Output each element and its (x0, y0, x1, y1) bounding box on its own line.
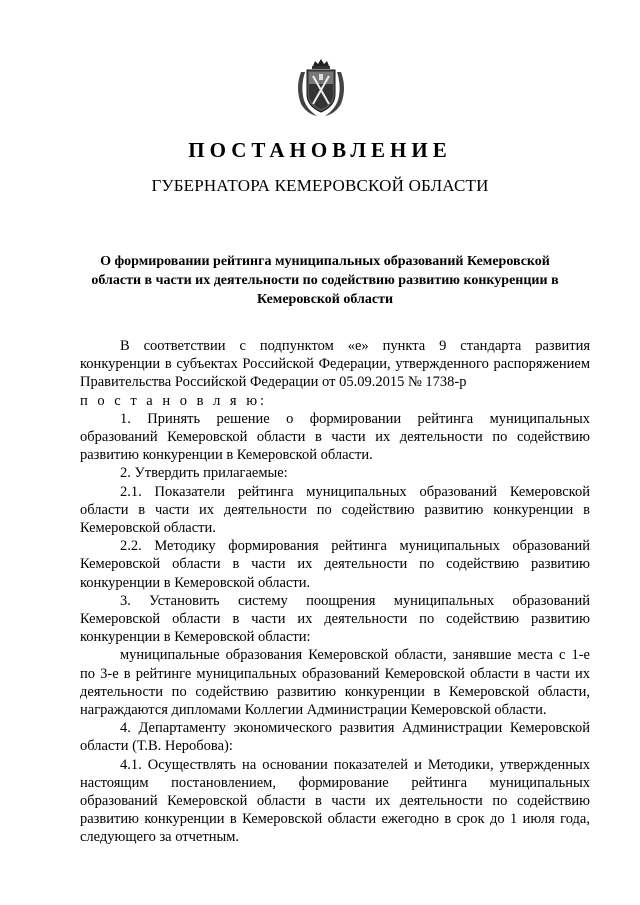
body-paragraph: муниципальные образования Кемеровской области, занявшие места с 1-е по 3-е в рейтинге муниципальных образований Кемеровской области в части их деятельности по содействию развитию конкуренции в Кемеровской области, награждаются дипломами Коллегии Администрации Кемеровской области. (80, 647, 590, 719)
body-paragraph: 2.1. Показатели рейтинга муниципальных образований Кемеровской области в части их деятельности по содействию развитию конкуренции в Кемеровской области. (80, 483, 590, 537)
body-paragraph: 2.2. Методику формирования рейтинга муниципальных образований Кемеровской области в части их деятельности по содействию развитию конкуренции в Кемеровской области. (80, 538, 590, 591)
document-type-heading: ПОСТАНОВЛЕНИЕ (188, 138, 452, 162)
body-paragraph: 2. Утвердить прилагаемые: (120, 465, 288, 482)
issuer-heading: ГУБЕРНАТОРА КЕМЕРОВСКОЙ ОБЛАСТИ (151, 176, 489, 195)
body-paragraph: 4. Департаменту экономического развития Администрации Кемеровской области (Т.В. Неробова): (80, 720, 590, 755)
body-paragraph: 4.1. Осуществлять на основании показателей и Методики, утвержденных настоящим постановлением, формирование рейтинга муниципальных образований Кемеровской области в части их деятельности по содействию развитию конкуренции в Кемеровской области ежегодно в срок до 1 июля года, следующего за отчетным. (80, 756, 590, 846)
body-paragraph: 1. Принять решение о формировании рейтинга муниципальных образований Кемеровской области в части их деятельности по содействию развитию конкуренции в Кемеровской области. (80, 410, 590, 464)
document-body (80, 337, 590, 847)
preamble-paragraph: В соответствии с подпунктом «е» пункта 9 стандарта развития конкуренции в субъектах Российской Федерации, утвержденного распоряжением Правительства Российской Федерации от 05.09.2015 № 1738-р (80, 338, 590, 391)
body-paragraph: 3. Установить систему поощрения муниципальных образований Кемеровской области в части их деятельности по содействию развитию конкуренции в Кемеровской области: (80, 592, 590, 646)
document-title: О формировании рейтинга муниципальных образований Кемеровской области в части их деятельности по содействию развитию конкуренции в Кемеровской области (91, 254, 559, 307)
decree-word: п о с т а н о в л я ю: (80, 392, 268, 409)
coat-of-arms-icon (293, 58, 349, 120)
